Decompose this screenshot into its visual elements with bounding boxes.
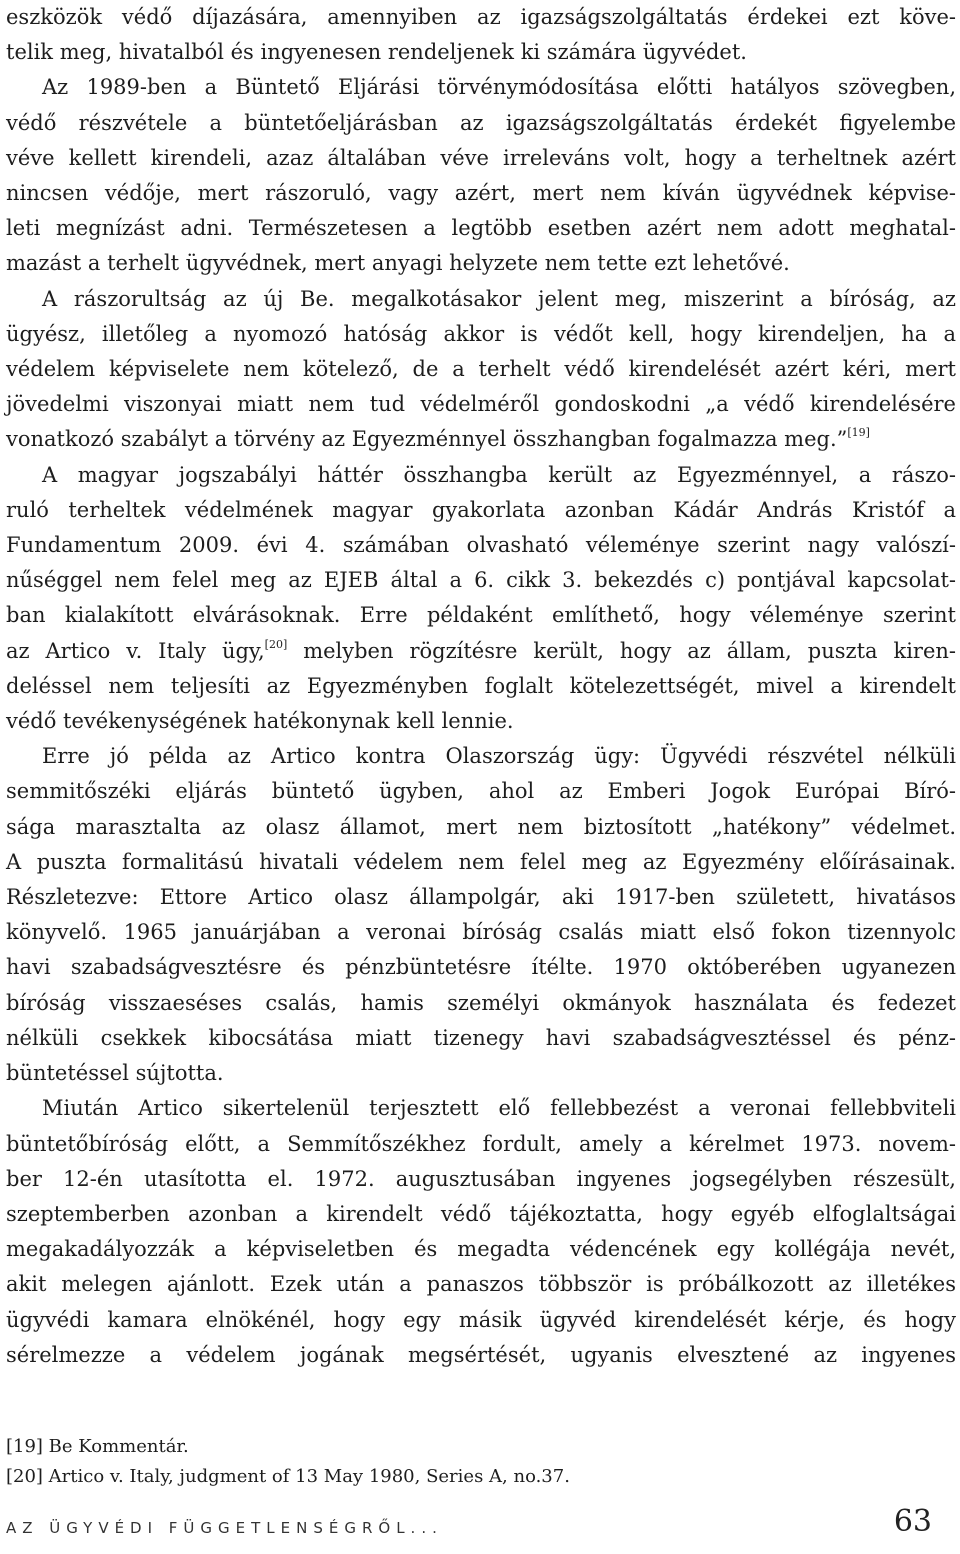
text-line: véve kellett kirendeli, azaz általában véve irreleváns volt, hogy a terheltnek azért xyxy=(6,145,956,170)
text-line: vonatkozó szabályt a törvény az Egyezménnyel összhangban fogalmazza meg.”[19] xyxy=(6,426,870,452)
paragraph xyxy=(6,1091,956,1373)
text-line: A magyar jogszabályi háttér összhangba került az Egyezménnyel, a rászo- xyxy=(42,462,956,487)
text-line: deléssel nem teljesíti az Egyezményben foglalt kötelezettségét, mivel a kirendelt xyxy=(6,673,956,698)
text-line: leti megnízást adni. Természetesen a legtöbb esetben azért nem adott meghatal- xyxy=(6,216,956,241)
text-line: A rászorultság az új Be. megalkotásakor jelent meg, miszerint a bíróság, az xyxy=(42,286,956,311)
text-line: sága marasztalta az olasz államot, mert nem biztosított „hatékony” védelmet. xyxy=(6,814,956,839)
text-line: védő részvétele a büntetőeljárásban az igazságszolgáltatás érdekét figyelembe xyxy=(6,110,956,135)
text-line: ban kialakított elvárásoknak. Erre példaként említhető, hogy véleménye szerint xyxy=(6,603,956,628)
text-line: nélküli csekkek kibocsátása miatt tizenegy havi szabadságvesztéssel és pénz- xyxy=(6,1025,956,1050)
text-line: jövedelmi viszonyai miatt nem tud védelméről gondoskodni „a védő kirendelésére xyxy=(6,392,956,417)
text-line: védelem képviselete nem kötelező, de a terhelt védő kirendelését azért kéri, mert xyxy=(6,357,956,382)
text-line: nűséggel nem felel meg az EJEB által a 6. cikk 3. bekezdés c) pontjával kapcsolat- xyxy=(6,568,956,593)
text-line: Miután Artico sikertelenül terjesztett elő fellebbezést a veronai fellebbviteli xyxy=(42,1096,956,1121)
text-line: mazást a terhelt ügyvédnek, mert anyagi helyzete nem tette ezt lehetővé. xyxy=(6,251,790,276)
text-line: büntetőbíróság előtt, a Semmítőszékhez fordult, amely a kérelmet 1973. novem- xyxy=(6,1131,956,1156)
text-line: eszközök védő díjazására, amennyiben az igazságszolgáltatás érdekei ezt köve- xyxy=(6,5,956,29)
text-line: sérelmezze a védelem jogának megsértését, ugyanis elvesztené az ingyenes xyxy=(6,1342,956,1367)
text-line: bíróság visszaeséses csalás, hamis személyi okmányok használata és fedezet xyxy=(6,990,956,1015)
text-line: védő tevékenységének hatékonynak kell lennie. xyxy=(6,709,514,734)
text-line: akit melegen ajánlott. Ezek után a panaszos többször is próbálkozott az illetékes xyxy=(6,1272,956,1297)
text-line: Az 1989-ben a Büntető Eljárási törvénymódosítása előtti hatályos szövegben, xyxy=(42,75,956,100)
footnote: [19] Be Kommentár. xyxy=(6,1436,189,1457)
footnote-ref: [19] xyxy=(847,426,870,440)
footnote-ref: [20] xyxy=(264,637,288,651)
text-line: telik meg, hivatalból és ingyenesen rendeljenek ki számára ügyvédet. xyxy=(6,40,747,65)
text-line: ruló terheltek védelmének magyar gyakorlata azonban Kádár András Kristóf a xyxy=(6,497,956,522)
text-line: ügyész, illetőleg a nyomozó hatóság akkor is védőt kell, hogy kirendeljen, ha a xyxy=(6,321,956,346)
paragraph xyxy=(6,0,956,70)
text-line: könyvelő. 1965 januárjában a veronai bíróság csalás miatt első fokon tizennyolc xyxy=(6,920,956,945)
page-number: 63 xyxy=(893,1504,932,1539)
paragraph xyxy=(6,282,956,458)
body-text xyxy=(6,0,956,1373)
text-line: megakadályozzák a képviseletben és megadta védencének egy kollégája nevét, xyxy=(6,1237,956,1262)
text-line: A puszta formalitású hivatali védelem nem felel meg az Egyezmény előírásainak. xyxy=(6,849,956,874)
paragraph xyxy=(6,70,956,281)
footnotes xyxy=(6,1432,906,1492)
text-line: semmitőszéki eljárás büntető ügyben, ahol az Emberi Jogok Európai Bíró- xyxy=(6,779,956,804)
text-line: ügyvédi kamara elnökénél, hogy egy másik ügyvéd kirendelését kérje, és hogy xyxy=(6,1307,956,1332)
text-line: Fundamentum 2009. évi 4. számában olvasható véleménye szerint nagy valószí- xyxy=(6,533,956,558)
text-line: ber 12-én utasította el. 1972. augusztusában ingyenes jogsegélyben részesült, xyxy=(6,1166,956,1191)
running-title: AZ ÜGYVÉDI FÜGGETLENSÉGRŐL... xyxy=(6,1519,443,1537)
text-line: havi szabadságvesztésre és pénzbüntetésre ítélte. 1970 októberében ugyanezen xyxy=(6,955,956,980)
text-line: Erre jó példa az Artico kontra Olaszország ügy: Ügyvédi részvétel nélküli xyxy=(42,744,956,769)
text-line: Részletezve: Ettore Artico olasz állampolgár, aki 1917-ben született, hivatásos xyxy=(6,885,956,910)
text-line: nincsen védője, mert rászoruló, vagy azért, mert nem kíván ügyvédnek képvise- xyxy=(6,181,956,206)
paragraph xyxy=(6,458,956,740)
text-line: szeptemberben azonban a kirendelt védő tájékoztatta, hogy egyéb elfoglaltságai xyxy=(6,1201,956,1226)
text-line: büntetéssel sújtotta. xyxy=(6,1061,224,1086)
paragraph xyxy=(6,739,956,1091)
footnote: [20] Artico v. Italy, judgment of 13 May 1980, Series A, no.37. xyxy=(6,1466,570,1487)
text-line: az Artico v. Italy ügy,[20] melyben rögzítésre került, hogy az állam, puszta kiren- xyxy=(6,637,956,663)
